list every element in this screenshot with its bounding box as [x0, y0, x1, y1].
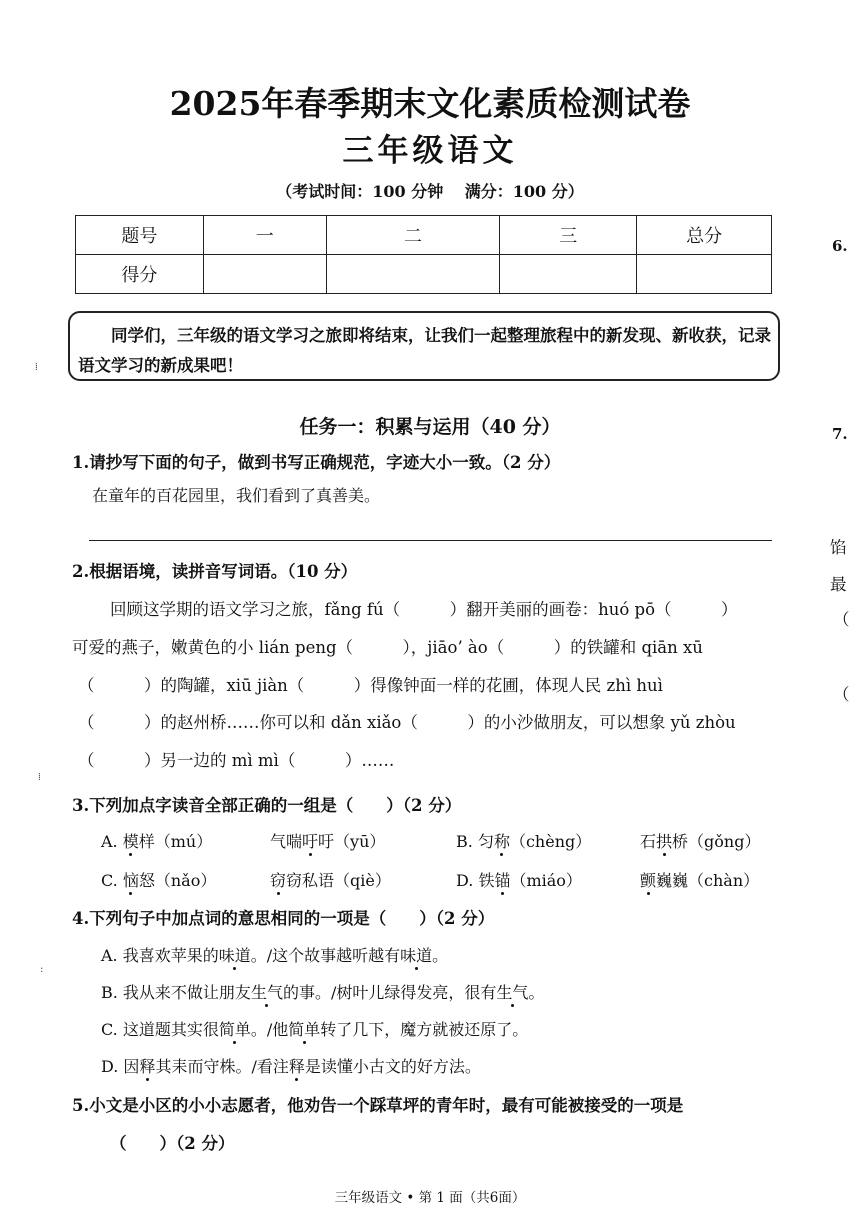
scan-speck: ⁞	[35, 362, 38, 373]
dotted-char: 恼	[123, 868, 139, 891]
dotted-word: 生气	[496, 980, 528, 1003]
option-text: 。/他	[250, 1020, 289, 1039]
option-label: B.	[456, 832, 478, 851]
dotted-char: 窃	[270, 868, 286, 891]
dotted-char: 模	[123, 829, 139, 852]
score-table-score-row	[76, 255, 772, 294]
score-input-cell[interactable]	[500, 255, 637, 294]
option-d[interactable]	[456, 868, 582, 891]
dotted-char: 称	[494, 829, 510, 852]
option-text: 。	[432, 946, 449, 965]
option-text: 匀	[477, 832, 494, 851]
question-1-prompt: 1.请抄写下面的句子，做到书写正确规范，字迹大小一致。（2 分）	[72, 453, 561, 472]
option-text: 样（mú）	[138, 832, 213, 851]
option-text: （chèng）	[509, 832, 592, 851]
question-5-answer-blank: （ ）（2 分）	[110, 1134, 235, 1153]
option-b-item-2	[640, 829, 760, 852]
intro-box	[68, 311, 780, 381]
writing-line[interactable]	[89, 540, 772, 541]
question-5-prompt: 5.小文是小区的小小志愿者，他劝告一个踩草坪的青年时，最有可能被接受的一项是	[72, 1096, 684, 1115]
option-a-item-2	[270, 829, 385, 852]
score-input-cell[interactable]	[326, 255, 500, 294]
option-text: （miáo）	[510, 871, 582, 890]
option-c-item-2	[270, 868, 391, 891]
dotted-word: 释	[289, 1054, 305, 1077]
table-cell: 总分	[637, 216, 772, 255]
option-d[interactable]	[101, 1054, 481, 1077]
table-cell: 题号	[76, 216, 204, 255]
option-text: 气喘	[270, 832, 303, 851]
score-table-header-row	[76, 216, 772, 255]
question-2-line: 回顾这学期的语文学习之旅，fǎng fú（ ）翻开美丽的画卷：huó pō（ ）	[110, 600, 738, 619]
option-text: 巍巍（chàn）	[656, 871, 760, 890]
margin-char: 馅	[830, 538, 847, 557]
option-text: B. 我从来不做让朋友	[101, 983, 251, 1002]
option-text: 其耒而守株。/看注	[155, 1057, 289, 1076]
scan-speck: :	[40, 964, 44, 975]
dotted-char: 拱	[656, 829, 672, 852]
intro-text: 同学们，三年级的语文学习之旅即将结束，让我们一起整理旅程中的新发现、新收获，记录语文学习的新成果吧！	[78, 326, 771, 375]
option-label: A.	[101, 832, 123, 851]
dotted-word: 简单	[288, 1017, 320, 1040]
option-c[interactable]	[101, 1017, 528, 1040]
option-text: 。	[528, 983, 545, 1002]
exam-subtitle: 三年级语文	[342, 133, 518, 169]
option-text: 。/这个故事越听越有	[250, 946, 401, 965]
option-a[interactable]	[101, 943, 448, 966]
option-text: 桥（gǒng）	[672, 832, 761, 851]
dotted-word: 味道	[219, 943, 251, 966]
option-d-item-2	[640, 868, 759, 891]
question-2-line: 可爱的燕子，嫩黄色的小 lián peng（ ），jiāo’ ào（ ）的铁罐和 qiān xū	[72, 638, 703, 657]
margin-char: （	[833, 685, 850, 704]
question-2-line: （ ）的赵州桥……你可以和 dǎn xiǎo（ ）的小沙做朋友，可以想象 yǔ zhòu	[78, 713, 736, 732]
option-label: C.	[101, 871, 123, 890]
option-text: 是读懂小古文的好方法。	[304, 1057, 481, 1076]
dotted-word: 生气	[251, 980, 283, 1003]
table-cell: 得分	[76, 255, 204, 294]
dotted-char: 吁	[302, 829, 318, 852]
option-c[interactable]	[101, 868, 216, 891]
dotted-word: 释	[139, 1054, 155, 1077]
option-b[interactable]	[101, 980, 544, 1003]
dotted-char: 颤	[640, 868, 656, 891]
option-a[interactable]	[101, 829, 212, 852]
option-text: C. 这道题其实很	[101, 1020, 219, 1039]
dotted-char: 锚	[494, 868, 510, 891]
margin-number: 6.	[832, 237, 848, 255]
dotted-word: 味道	[400, 943, 432, 966]
score-input-cell[interactable]	[203, 255, 326, 294]
score-table	[75, 215, 772, 294]
option-text: D. 因	[101, 1057, 140, 1076]
table-cell: 三	[500, 216, 637, 255]
option-text: 窃私语（qiè）	[286, 871, 391, 890]
margin-char: （	[833, 610, 850, 629]
option-text: 怒（nǎo）	[138, 871, 217, 890]
score-input-cell[interactable]	[637, 255, 772, 294]
option-text: A. 我喜欢苹果的	[101, 946, 219, 965]
question-2-line: （ ）的陶罐，xiū jiàn（ ）得像钟面一样的花圃，体现人民 zhì huì	[78, 676, 663, 695]
option-text: 石	[640, 832, 657, 851]
table-cell: 二	[326, 216, 500, 255]
task-heading: 任务一：积累与运用（40 分）	[299, 416, 561, 438]
option-label: D.	[456, 871, 479, 890]
scan-speck: ⁞	[38, 772, 41, 783]
option-text: 吁（yū）	[318, 832, 386, 851]
question-1-sentence: 在童年的百花园里，我们看到了真善美。	[92, 486, 381, 505]
table-cell: 一	[203, 216, 326, 255]
question-4-prompt: 4.下列句子中加点词的意思相同的一项是（ ）（2 分）	[72, 909, 495, 928]
option-text: 的事。/树叶儿绿得发亮，很有	[282, 983, 497, 1002]
page-footer: 三年级语文 • 第 1 面（共6面）	[334, 1190, 526, 1206]
exam-info: （考试时间：100 分钟 满分：100 分）	[276, 182, 584, 201]
margin-char: 最	[830, 575, 847, 594]
option-text: 转了几下，魔方就被还原了。	[320, 1020, 529, 1039]
dotted-word: 简单	[219, 1017, 251, 1040]
margin-number: 7.	[832, 425, 848, 443]
exam-title: 2025年春季期末文化素质检测试卷	[169, 84, 691, 123]
option-b[interactable]	[456, 829, 591, 852]
question-3-prompt: 3.下列加点字读音全部正确的一组是（ ）（2 分）	[72, 796, 462, 815]
question-2-prompt: 2.根据语境，读拼音写词语。（10 分）	[72, 562, 358, 581]
question-2-line: （ ）另一边的 mì mì（ ）……	[78, 751, 395, 770]
option-text: 铁	[478, 871, 495, 890]
